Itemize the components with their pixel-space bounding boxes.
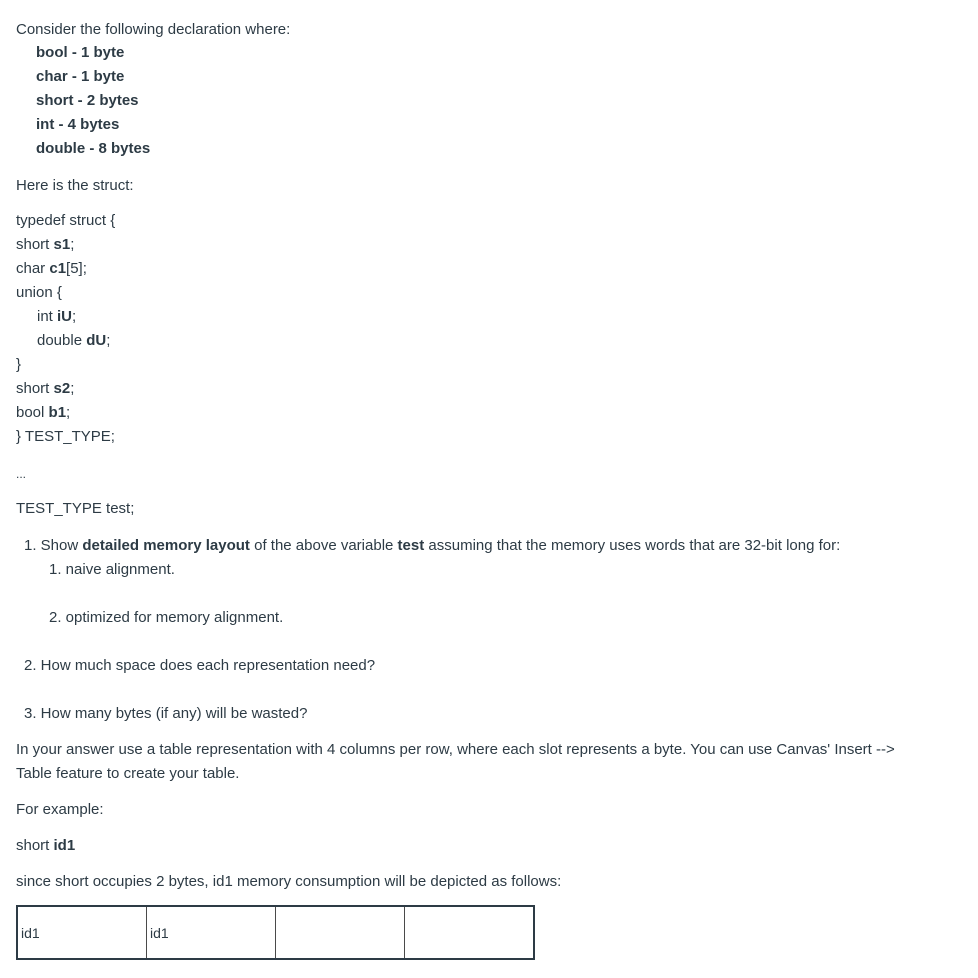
code-s1 [16,235,74,255]
test-declaration: TEST_TYPE test; [16,500,135,517]
code-s1-name: s1 [53,236,71,253]
question-3: 3. How many bytes (if any) will be wasted? [24,705,308,722]
code-iu-type: int [37,308,58,325]
example-declaration [16,836,75,856]
intro-text: Consider the following declaration where: [16,21,291,38]
example-description: since short occupies 2 bytes, id1 memory consumption will be depicted as follows: [16,873,562,890]
instructions-line-2: Table feature to create your table. [16,765,240,782]
size-char: char - 1 byte [36,68,125,85]
q1-prefix: 1. Show [24,537,83,554]
code-union-open: union { [16,284,62,301]
q1-suffix: assuming that the memory uses words that are 32-bit long for: [424,537,841,554]
code-s2-end: ; [70,380,75,397]
code-du-name: dU [86,332,107,349]
code-b1-end: ; [66,404,71,421]
size-double: double - 8 bytes [36,140,151,157]
size-bool: bool - 1 byte [36,44,125,61]
ellipsis: ... [16,467,27,481]
code-c1 [16,259,87,279]
table-row [17,906,534,959]
code-s1-type: short [16,236,54,253]
code-b1-name: b1 [48,404,67,421]
code-du-type: double [37,332,87,349]
example-type: short [16,837,54,854]
table-cell: id1 [147,906,276,959]
code-close: } TEST_TYPE; [16,428,115,445]
memory-table [16,905,535,960]
code-du [37,331,110,351]
question-1b: 2. optimized for memory alignment. [49,609,284,626]
code-iu-end: ; [72,308,77,325]
code-du-end: ; [106,332,111,349]
code-s1-end: ; [70,236,75,253]
code-s2-name: s2 [53,380,71,397]
code-union-close: } [16,356,22,373]
question-1 [24,536,840,556]
struct-intro: Here is the struct: [16,177,134,194]
size-short: short - 2 bytes [36,92,139,109]
size-int: int - 4 bytes [36,116,120,133]
table-cell [276,906,405,959]
code-b1 [16,403,70,423]
q1-bold-test: test [397,537,425,554]
code-b1-type: bool [16,404,49,421]
table-cell: id1 [17,906,147,959]
example-name: id1 [53,837,76,854]
instructions-line-1: In your answer use a table representation with 4 columns per row, where each slot represents a byte. You can use Canvas' Insert --> [16,741,895,758]
code-c1-type: char [16,260,50,277]
q1-bold-layout: detailed memory layout [82,537,250,554]
q1-mid: of the above variable [249,537,398,554]
code-typedef: typedef struct { [16,212,116,229]
code-iu [37,307,76,327]
code-s2 [16,379,74,399]
question-1a: 1. naive alignment. [49,561,175,578]
code-iu-name: iU [57,308,73,325]
code-c1-end: [5]; [66,260,87,277]
table-cell [405,906,535,959]
code-c1-name: c1 [49,260,67,277]
example-label: For example: [16,801,104,818]
question-2: 2. How much space does each representation need? [24,657,376,674]
code-s2-type: short [16,380,54,397]
